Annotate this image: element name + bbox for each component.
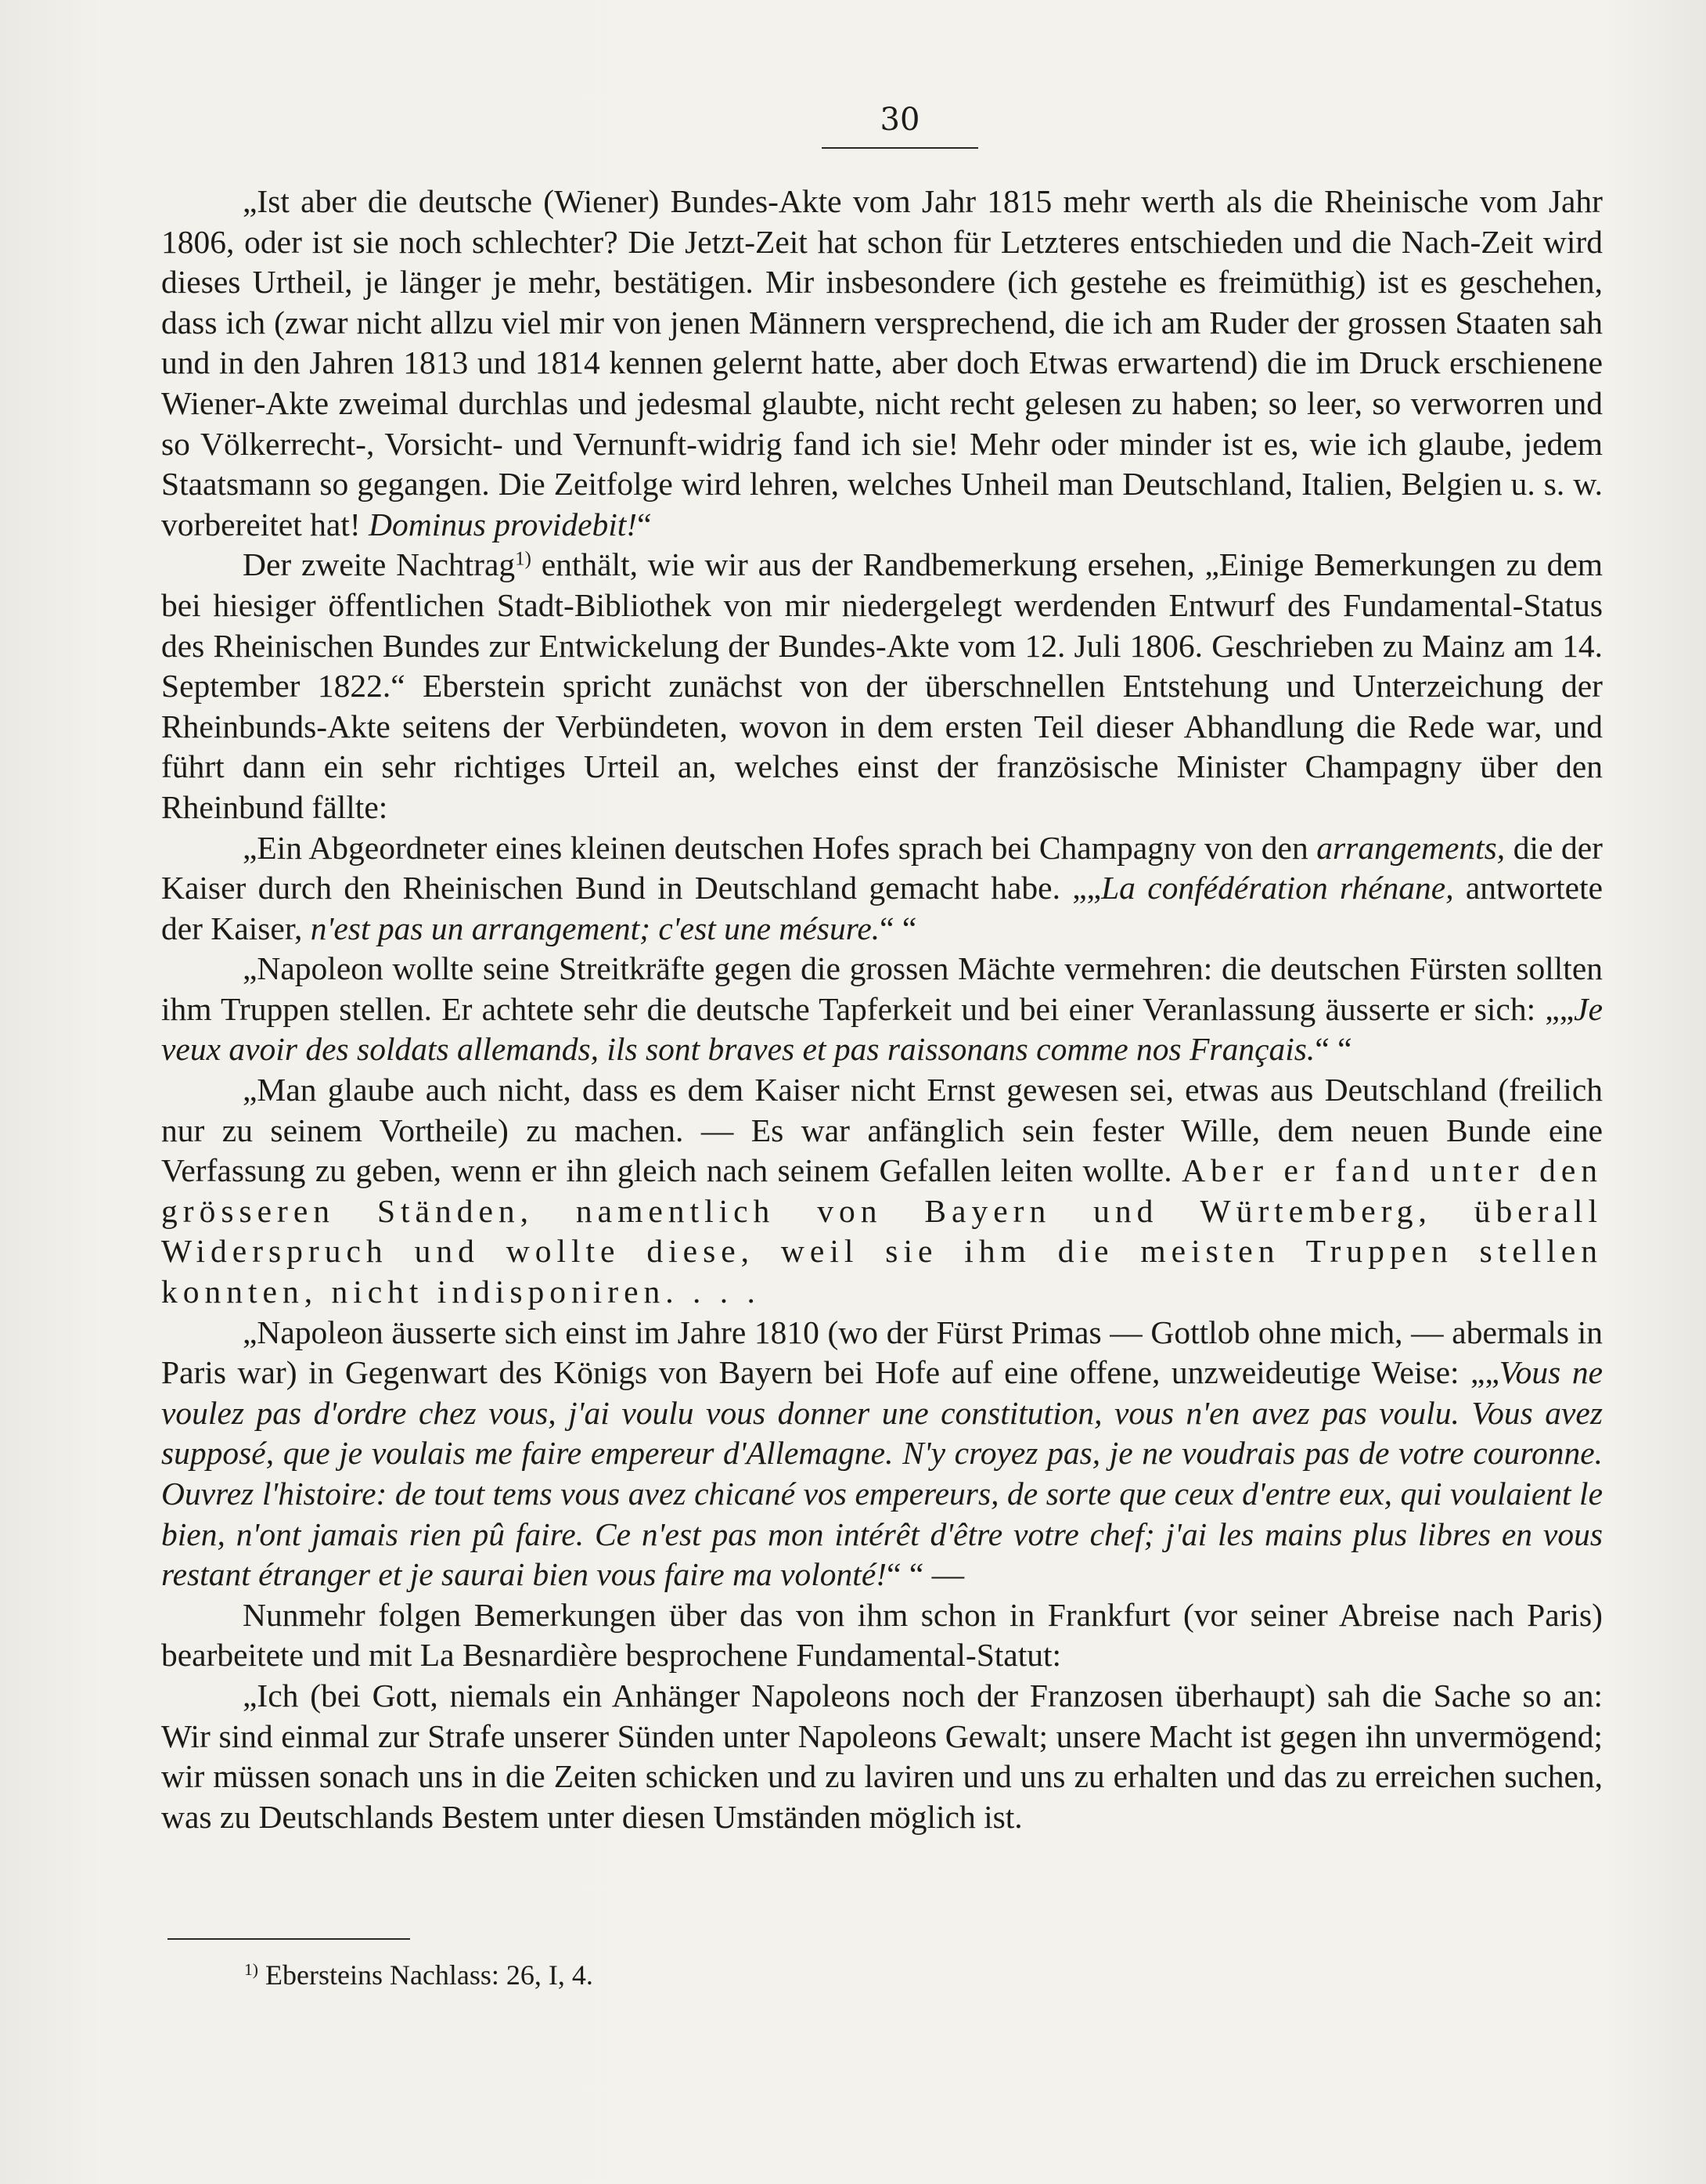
footnote-text: Ebersteins Nachlass: 26, I, 4. <box>265 1959 593 1991</box>
closing-quote: “ “ <box>1315 1031 1352 1068</box>
footnote-marker: 1) <box>244 1960 258 1980</box>
closing-quote: “ “ <box>880 910 917 946</box>
footnote <box>244 1957 1183 1993</box>
paragraph-text: „Ich (bei Gott, niemals ein Anhänger Napoleons noch der Franzosen überhaupt) sah die Sache so an: Wir sind einmal zur Strafe unserer Sünden unter Napoleons Gewalt; unsere Macht ist gegen ihn unvermögend; wir müssen sonach uns in die Zeiten schicken und zu laviren und uns zu erhalten und das zu erreichen suchen, was zu Deutschlands Bestem unter diesen Umständen möglich ist. <box>161 1677 1603 1835</box>
paragraph-text: Der zweite Nachtrag <box>243 546 516 583</box>
closing-quote: “ <box>637 506 652 542</box>
paragraph-text: „Napoleon äusserte sich einst im Jahre 1810 (wo der Fürst Primas — Gottlob ohne mich, — abermals in Paris war) in Gegenwart des Königs von Bayern bei Hofe auf eine offene, unzweideutige Weise: „„ <box>161 1314 1603 1391</box>
italic-phrase: Je veux avoir des soldats allemands, ils sont braves et pas raissonans comme nos Français. <box>161 990 1603 1068</box>
paragraph <box>161 1676 1603 1837</box>
paragraph-text: antwortete der Kaiser, <box>161 870 1603 946</box>
italic-phrase: La confédération rhénane, <box>1101 870 1454 906</box>
italic-phrase: Dominus providebit! <box>369 506 638 542</box>
paragraph-text: „Man glaube auch nicht, dass es dem Kaiser nicht Ernst gewesen sei, etwas aus Deutschland (freilich nur zu seinem Vortheile) zu machen. — Es war anfänglich sein fester Wille, dem neuen Bunde eine Verfassung zu geben, wenn er ihn gleich nach seinem Gefallen leiten wollte. <box>161 1072 1603 1189</box>
paragraph <box>161 1595 1603 1676</box>
footnote-reference: 1) <box>515 548 531 570</box>
paragraph <box>161 1313 1603 1595</box>
italic-phrase: n'est pas un arrangement; c'est une mésure. <box>310 910 880 946</box>
paragraph-text: Nunmehr folgen Bemerkungen über das von ihm schon in Frankfurt (vor seiner Abreise nach Paris) bearbeitete und mit La Besnardière besprochene Fundamental-Statut: <box>161 1596 1603 1674</box>
page-number-rule <box>822 147 978 149</box>
paragraph <box>161 1070 1603 1313</box>
italic-phrase: arrangements, <box>1316 829 1506 866</box>
footnote-rule <box>167 1938 410 1940</box>
paragraph-text: „Ein Abgeordneter eines kleinen deutschen Hofes sprach bei Champagny von den <box>243 829 1308 866</box>
page-number: 30 <box>880 102 920 138</box>
italic-phrase: Vous ne voulez pas d'ordre chez vous, j'ai voulu vous donner une constitution, vous n'en avez pas voulu. Vous avez supposé, que je voulais me faire empereur d'Allemagne. N'y croyez pas, je ne voudrais pas de votre couronne. Ouvrez l'histoire: de tout tems vous avez chicané vos empereurs, de sorte que ceux d'entre eux, qui voulaient le bien, n'ont jamais rien pû faire. Ce n'est pas mon intérêt d'être votre chef; j'ai les mains plus libres en vous restant étranger et je saurai bien vous faire ma volonté! <box>161 1354 1603 1593</box>
paragraph <box>161 949 1603 1070</box>
paragraph-text: „Ist aber die deutsche (Wiener) Bundes-Akte vom Jahr 1815 mehr werth als die Rheinische vom Jahr 1806, oder ist sie noch schlechter? Die Jetzt-Zeit hat schon für Letzteres entschieden und die Nach-Zeit wird dieses Urtheil, je länger je mehr, bestätigen. Mir insbesondere (ich gestehe es freimüthig) ist es geschehen, dass ich (zwar nicht allzu viel mir von jenen Männern versprechend, die ich am Ruder der grossen Staaten sah und in den Jahren 1813 und 1814 kennen gelernt hatte, aber doch Etwas erwartend) die im Druck erschienene Wiener-Akte zweimal durchlas und jedesmal glaubte, nicht recht gelesen zu haben; so leer, so verworren und so Völkerrecht-, Vorsicht- und Vernunft-widrig fand ich sie! Mehr oder minder ist es, wie ich glaube, jedem Staatsmann so gegangen. Die Zeitfolge wird lehren, welches Unheil man Deutschland, Italien, Belgien u. s. w. vorbereitet hat! <box>161 183 1603 542</box>
paragraph-text: enthält, wie wir aus der Randbemerkung ersehen, „Einige Bemerkungen zu dem bei hiesiger öffentlichen Stadt-Bibliothek von mir niedergelegt werdenden Entwurf des Fundamental-Status des Rheinischen Bundes zur Entwickelung der Bundes-Akte vom 12. Juli 1806. Geschrieben zu Mainz am 14. September 1822.“ Eberstein spricht zunächst von der überschnellen Entstehung und Unterzeichung der Rheinbunds-Akte seitens der Verbündeten, wovon in dem ersten Teil dieser Abhandlung die Rede war, und führt dann ein sehr richtiges Urteil an, welches einst der französische Minister Champagny über den Rheinbund fällte: <box>161 546 1603 825</box>
paragraph <box>161 182 1603 545</box>
paragraph <box>161 545 1603 827</box>
closing-quote: “ “ — <box>887 1556 965 1593</box>
paragraph <box>161 828 1603 950</box>
main-text <box>161 182 1603 1837</box>
paragraph-text: die der Kaiser durch den Rheinischen Bund in Deutschland gemacht habe. „„ <box>161 829 1603 906</box>
paragraph-text: „Napoleon wollte seine Streitkräfte gegen die grossen Mächte vermehren: die deutschen Fürsten sollten ihm Truppen stellen. Er achtete sehr die deutsche Tapferkeit und bei einer Veranlassung äusserte er sich: „„ <box>161 950 1603 1027</box>
spaced-emphasis: Aber er fand unter den grösseren Ständen, namentlich von Bayern und Würtemberg, überall Widerspruch und wollte diese, weil sie ihm die meisten Truppen stellen konnten, nicht indisponiren. . . . <box>161 1152 1603 1310</box>
